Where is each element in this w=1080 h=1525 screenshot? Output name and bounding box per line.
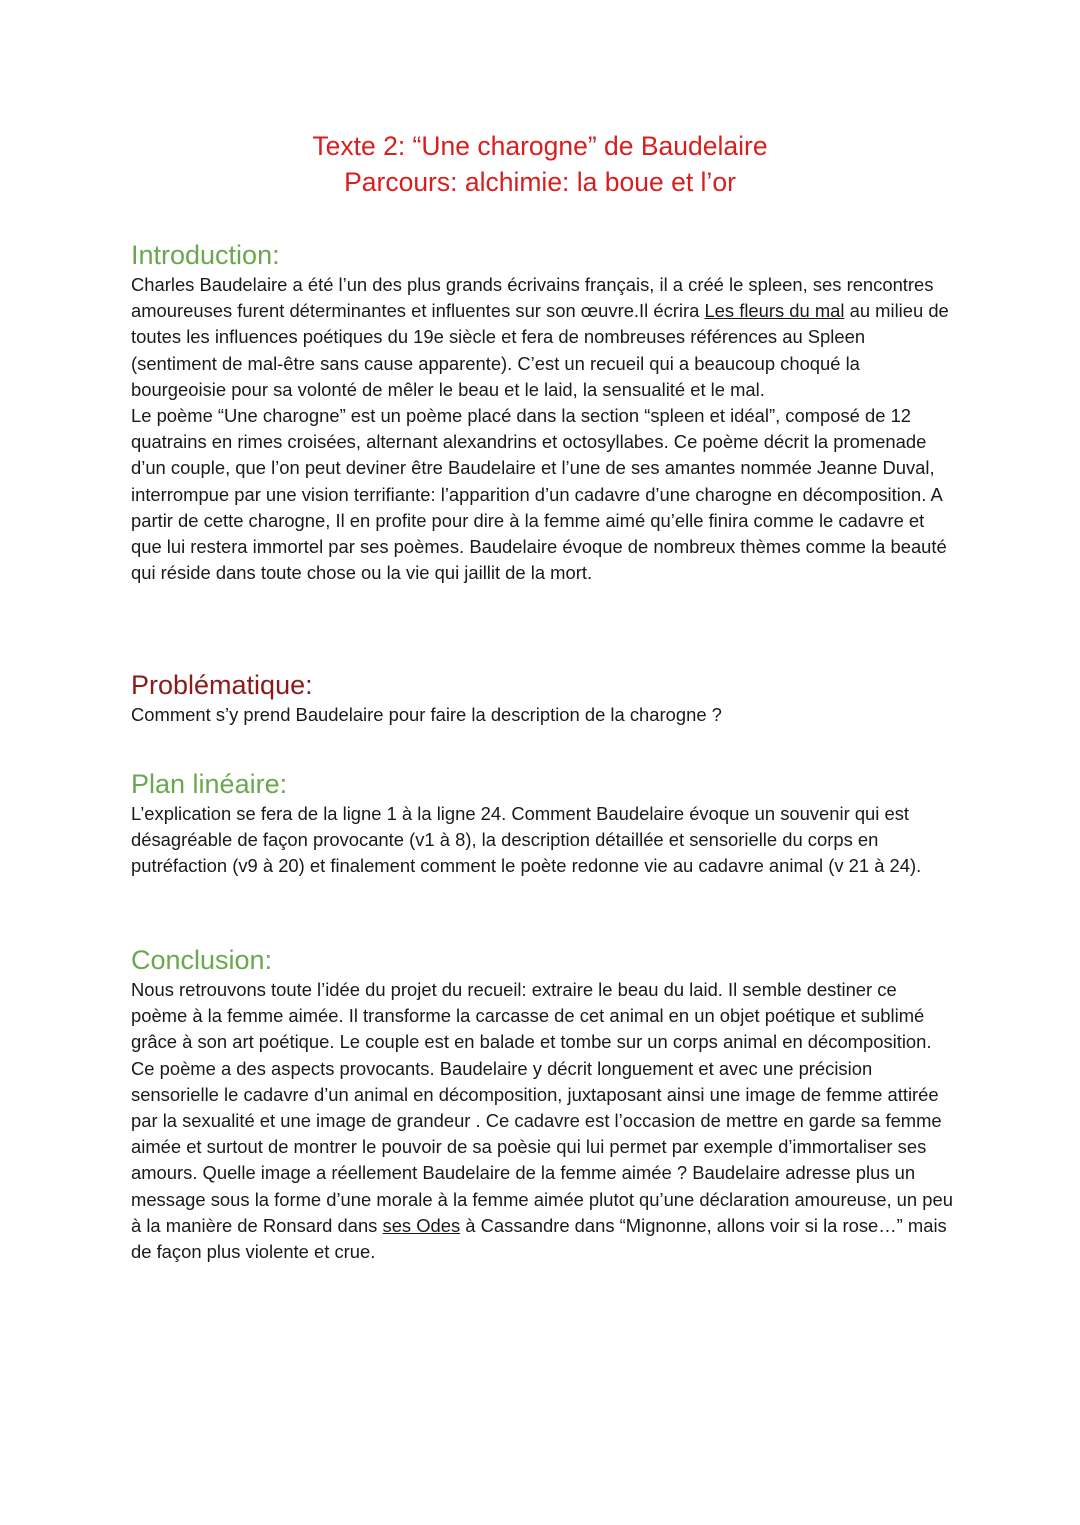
plan-section	[131, 767, 953, 880]
page-title: Texte 2: “Une charogne” de Baudelaire	[312, 131, 768, 161]
odes-title-link: ses Odes	[382, 1214, 461, 1236]
conclusion-text-part: à Cassandre dans “Mignonne, allons voir si la rose…” mais de façon plus violente et crue.	[131, 1214, 947, 1263]
conclusion-text-part: Nous retrouvons toute l’idée du projet du recueil: extraire le beau du laid. Il semble destiner ce poème à la femme aimée. Il transforme la carcasse de cet animal en un objet poétique et sublimé grâce à son art poétique. Le couple est en balade et tombe sur un corps animal en décomposition. Ce poème a des aspects provocants. Baudelaire y décrit longuement et avec une précision sensorielle le cadavre d’un animal en décomposition, juxtaposant ainsi une image de femme attirée par la sexualité et une image de grandeur . Ce cadavre est l’occasion de mettre en garde sa femme aimée et surtout de montrer le pouvoir de sa poèsie qui lui permet par exemple d’immortaliser ses amours. Quelle image a réellement Baudelaire de la femme aimée ? Baudelaire adresse plus un message sous la forme d’une morale à la femme aimée plutot qu’une déclaration amoureuse, un peu à la manière de Ronsard dans	[131, 979, 953, 1236]
page-subtitle: Parcours: alchimie: la boue et l’or	[344, 167, 736, 197]
plan-heading: Plan linéaire:	[131, 769, 288, 799]
introduction-section	[131, 238, 953, 586]
conclusion-section	[131, 943, 953, 1265]
introduction-text-part: Charles Baudelaire a été l’un des plus grands écrivains français, il a créé le spleen, ses rencontres amoureuses furent déterminantes et influentes sur son œuvre.Il écrira	[131, 274, 934, 322]
conclusion-text	[131, 977, 953, 1265]
introduction-paragraph-1	[131, 272, 953, 403]
plan-text: L’explication se fera de la ligne 1 à la ligne 24. Comment Baudelaire évoque un souvenir qui est désagréable de façon provocante (v1 à 8), la description détaillée et sensorielle du corps en putréfaction (v9 à 20) et finalement comment le poète redonne vie au cadavre animal (v 21 à 24).	[131, 803, 922, 877]
problematique-text: Comment s’y prend Baudelaire pour faire la description de la charogne ?	[131, 704, 722, 725]
introduction-paragraph-2: Le poème “Une charogne” est un poème placé dans la section “spleen et idéal”, composé de 12 quatrains en rimes croisées, alternant alexandrins et octosyllabes. Ce poème décrit la promenade d’un couple, que l’on peut deviner être Baudelaire et l’une de ses amantes nommée Jeanne Duval, interrompue par une vision terrifiante: l’apparition d’un cadavre d’une charogne en décomposition. A partir de cette charogne, Il en profite pour dire à la femme aimé qu’elle finira comme le cadavre et que lui restera immortel par ses poèmes. Baudelaire évoque de nombreux thèmes comme la beauté qui réside dans toute chose ou la vie qui jaillit de la mort.	[131, 405, 947, 584]
book-title-link: Les fleurs du mal	[704, 300, 845, 322]
problematique-section	[131, 668, 953, 728]
introduction-heading: Introduction:	[131, 240, 280, 270]
problematique-heading: Problématique:	[131, 670, 313, 700]
conclusion-heading: Conclusion:	[131, 945, 273, 975]
introduction-text-part: au milieu de toutes les influences poétiques du 19e siècle et fera de nombreuses références au Spleen (sentiment de mal-être sans cause apparente). C’est un recueil qui a beaucoup choqué la bourgeoisie pour sa volonté de mêler le beau et le laid, la sensualité et le mal.	[131, 300, 949, 400]
title-block	[0, 128, 1080, 200]
